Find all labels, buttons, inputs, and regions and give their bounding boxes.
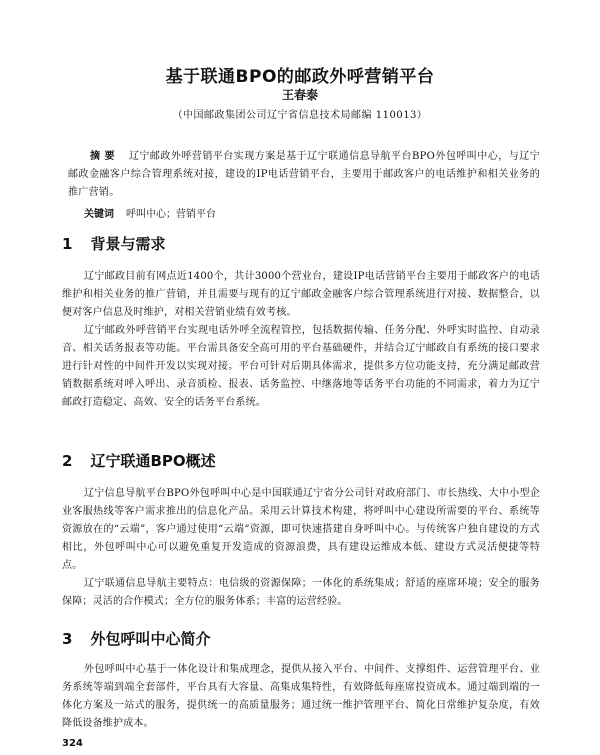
keywords-text: 呼叫中心；营销平台	[126, 209, 216, 220]
abstract-label: 摘 要	[90, 151, 115, 162]
section-1-title: 背景与需求	[90, 235, 166, 253]
section-3-paragraph-1: 外包呼叫中心基于一体化设计和集成理念，提供从接入平台、中间件、支撑组件、运营管理平台、业务系统等端到端全套部件，平台具有大容量、高集成集特性，有效降低每座席投资成本。通过端到端的一体化方案及一站式的服务，提供统一的高质量服务；通过统一维护管理平台、简化日常维护复杂度，有效降低设备维护成本。	[62, 664, 540, 729]
section-3-heading	[62, 628, 210, 649]
section-3-number: 3	[62, 630, 73, 648]
abstract-text: 辽宁邮政外呼营销平台实现方案是基于辽宁联通信息导航平台BPO外包呼叫中心，与辽宁邮政金融客户综合管理系统对接，建设的IP电话营销平台，主要用于邮政客户的电话维护和相关业务的推广营销。	[68, 151, 540, 198]
author-name: 王春泰	[281, 88, 318, 102]
paper-title: 基于联通BPO的邮政外呼营销平台	[165, 67, 435, 87]
keywords	[84, 205, 216, 220]
section-1-paragraph-1: 辽宁邮政目前有网点近1400个，共计3000个营业台，建设IP电话营销平台主要用于邮政客户的电话维护和相关业务的推广营销，并且需要与现有的辽宁邮政金融客户综合管理系统进行对接、数据整合，以便对客户信息及时维护，对相关营销业绩有效考核。	[62, 271, 540, 318]
section-1-heading	[62, 233, 165, 254]
section-2-number: 2	[62, 452, 73, 470]
abstract	[68, 148, 540, 202]
keywords-label: 关键词	[84, 209, 114, 220]
section-2-heading	[62, 450, 216, 471]
section-3-title: 外包呼叫中心简介	[90, 630, 211, 648]
section-2-title: 辽宁联通BPO概述	[90, 452, 216, 470]
section-2-paragraph-2: 辽宁联通信息导航主要特点：电信级的资源保障；一体化的系统集成；舒适的座席环境；安全的服务保障；灵活的合作模式；全方位的服务体系；丰富的运营经验。	[62, 578, 540, 607]
section-1-paragraph-2: 辽宁邮政外呼营销平台实现电话外呼全流程管控，包括数据传输、任务分配、外呼实时监控、自动录音、相关话务报表等功能。平台需具备安全高可用的平台基础硬件，并结合辽宁邮政自有系统的接口要求进行针对性的中间件开发以实现对接。平台可针对后期具体需求，提供多方位功能支持，充分满足邮政营销数据系统对呼入呼出、录音质检、报表、话务监控、中继落地等话务平台功能的不同需求，着力为辽宁邮政打造稳定、高效、安全的话务平台系统。	[62, 325, 540, 408]
section-2-paragraph-1: 辽宁信息导航平台BPO外包呼叫中心是中国联通辽宁省分公司针对政府部门、市长热线、大中小型企业客服热线等客户需求推出的信息化产品。采用云计算技术构建，将呼叫中心建设所需要的平台、系统等资源放在的“云端”，客户通过使用“云端”资源，即可快速搭建自身呼叫中心。与传统客户独自建设的方式相比，外包呼叫中心可以避免重复开发造成的资源浪费，具有建设运维成本低、建设方式灵活便捷等特点。	[62, 488, 540, 571]
author-affiliation: （中国邮政集团公司辽宁省信息技术局邮编 110013）	[172, 110, 428, 121]
section-1-number: 1	[62, 235, 73, 253]
page-number: 324	[62, 738, 83, 749]
